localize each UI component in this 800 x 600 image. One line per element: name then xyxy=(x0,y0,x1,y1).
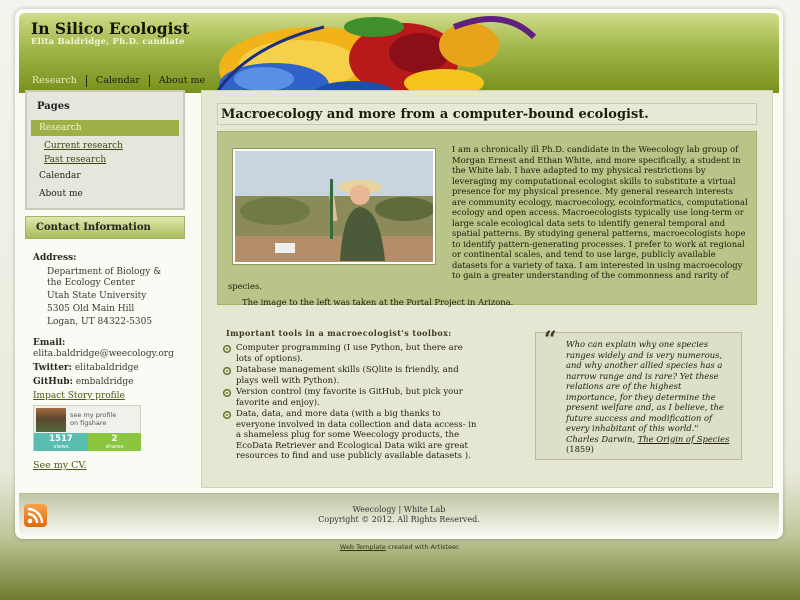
impact-story-link[interactable]: Impact Story profile xyxy=(33,391,125,401)
gear-bullet-icon xyxy=(222,388,232,398)
nav-about[interactable]: About me xyxy=(158,75,206,86)
twitter-handle[interactable]: elitabaldridge xyxy=(74,363,139,373)
quote-icon: “ xyxy=(544,327,557,353)
author-photo-image xyxy=(235,151,433,262)
list-item xyxy=(222,343,477,364)
site-header xyxy=(19,13,779,93)
avatar xyxy=(36,408,66,432)
page-title: Macroecology and more from a computer-bound ecologist. xyxy=(217,103,757,125)
views-count: 1517 xyxy=(49,434,73,444)
sidebar-item-research[interactable]: Research xyxy=(31,120,179,136)
contact-info xyxy=(25,239,185,471)
nav-research[interactable]: Research xyxy=(32,75,77,86)
site-subtitle: Elita Baldridge, Ph.D. candiate xyxy=(31,37,185,47)
darwin-quote xyxy=(535,327,742,460)
quote-author: Charles Darwin, xyxy=(566,433,636,444)
quote-work-link[interactable]: The Origin of Species xyxy=(637,433,730,444)
sidebar-item-about[interactable]: About me xyxy=(39,189,83,199)
list-item xyxy=(222,365,477,386)
email-address[interactable]: elita.baldridge@weecology.org xyxy=(33,349,174,359)
address-line: 5305 Old Main Hill xyxy=(47,304,135,314)
intro-paragraph: I am a chronically ill Ph.D. candidate in the Weecology lab group of Morgan Ernest and Ethan White, and more specifically, a student in the White lab. I have adapted to my physical restrictions by leveraging my computational ecologist skills to substitute a virtual presence for my physical presence. My general research interests are community ecology, macroecology, ecoinformatics, computational ecology and open access. Macroecologists typically use long-term or large scale ecological data sets to identify general temporal and spatial patterns. By studying general patterns, macroecologists hope to identify pattern-generating processes. I prefer to work at regional or continental scales, and tend to use large, publicly available datasets for a variety of taxa. I am interested in using macroecology to gain a greater understanding of the commonness and rarity of species. xyxy=(228,144,748,291)
page-wrapper xyxy=(15,9,783,539)
pages-heading: Pages xyxy=(37,101,70,112)
github-label: GitHub: xyxy=(33,377,73,387)
cv-link[interactable]: See my CV. xyxy=(33,460,87,471)
sidebar-item-current-research[interactable]: Current research xyxy=(44,141,123,151)
shares-count: 2 xyxy=(111,434,118,444)
address-label: Address: xyxy=(33,253,77,263)
github-handle[interactable]: embaldridge xyxy=(75,377,134,387)
figshare-shares xyxy=(88,433,141,451)
sidebar-item-past-research[interactable]: Past research xyxy=(44,155,107,165)
template-credit-text: created with Artisteer. xyxy=(387,543,461,551)
footer-copyright: Copyright © 2012. All Rights Reserved. xyxy=(318,515,480,524)
rss-glyph xyxy=(24,504,47,527)
tools-list xyxy=(222,343,477,463)
shares-label: shares xyxy=(105,444,124,450)
figshare-widget[interactable] xyxy=(33,405,141,451)
figshare-text xyxy=(70,411,116,427)
header-beetle-art xyxy=(204,13,544,93)
tool-text: Version control (my favorite is GitHub, but pick your favorite and enjoy). xyxy=(236,387,463,408)
rss-icon[interactable] xyxy=(24,504,47,527)
template-credit-link[interactable]: Web Template xyxy=(339,543,386,551)
gear-bullet-icon xyxy=(222,410,232,420)
tools-heading: Important tools in a macroecologist's toolbox: xyxy=(226,328,452,338)
quote-body xyxy=(566,339,733,455)
contact-heading: Contact Information xyxy=(25,216,185,239)
template-credit xyxy=(0,543,800,551)
main-content xyxy=(201,90,773,488)
figshare-line: on figshare xyxy=(70,419,107,427)
gear-bullet-icon xyxy=(222,366,232,376)
pages-box xyxy=(25,90,185,210)
tool-text: Computer programming (I use Python, but there are lots of options). xyxy=(236,343,463,364)
figshare-views xyxy=(34,433,88,451)
tool-text: Data, data, and more data (with a big thanks to everyone involved in data collection and data access- in a shameless plug for some Weecology products, the EcoData Retriever and Ecological Data wiki are great resources to find and use publicly available datasets ). xyxy=(236,409,477,461)
views-label: views xyxy=(53,444,69,450)
tool-text: Database management skills (SQlite is friendly, and plays well with Python). xyxy=(236,365,459,386)
footer-links[interactable]: Weecology | White Lab xyxy=(352,505,446,514)
email-label: Email: xyxy=(33,338,66,348)
quote-year: (1859) xyxy=(566,444,594,454)
address xyxy=(33,267,177,328)
sidebar xyxy=(25,90,185,471)
gear-bullet-icon xyxy=(222,344,232,354)
address-line: Utah State University xyxy=(47,291,147,301)
site-footer xyxy=(19,493,779,535)
photo-caption: The image to the left was taken at the Portal Project in Arizona. xyxy=(242,297,514,307)
author-photo xyxy=(232,148,436,265)
address-line: Department of Biology & the Ecology Center xyxy=(47,267,162,288)
list-item xyxy=(222,387,477,408)
list-item xyxy=(222,409,477,462)
twitter-line xyxy=(33,362,177,374)
figshare-line: see my profile xyxy=(70,411,117,419)
sidebar-item-calendar[interactable]: Calendar xyxy=(39,171,81,181)
twitter-label: Twitter: xyxy=(33,363,72,373)
site-title[interactable]: In Silico Ecologist xyxy=(31,19,190,38)
intro-panel xyxy=(217,131,757,305)
address-line: Logan, UT 84322-5305 xyxy=(47,317,153,327)
top-nav xyxy=(23,75,214,87)
github-line xyxy=(33,376,177,388)
quote-text: Who can explain why one species ranges widely and is very numerous, and why another allied species has a narrow range and is rare? Yet these relations are of the highest importance, for they determine the present welfare and, as I believe, the future success and modification of every inhabitant of this world." xyxy=(566,339,724,433)
nav-calendar[interactable]: Calendar xyxy=(95,75,140,86)
